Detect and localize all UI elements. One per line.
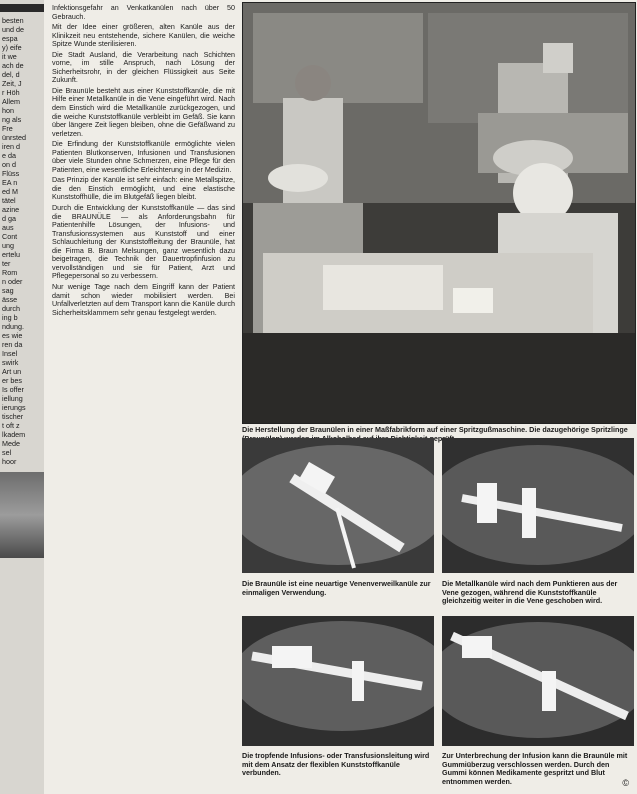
cannula-caption-1: Die Braunüle ist eine neuartige Venenverweilkanüle zur einmaligen Verwendung.	[242, 579, 431, 597]
facing-page-text-line: azine	[2, 205, 20, 214]
facing-page-text-line: besten	[2, 16, 24, 25]
facing-page-text-line: und de	[2, 25, 24, 34]
facing-page-text-line: it we	[2, 52, 17, 61]
facing-page-text-fragments	[0, 16, 44, 466]
facing-page-text-line: aus	[2, 223, 14, 232]
copyright-mark: ©	[622, 778, 629, 788]
cannula-caption-2: Die Metallkanüle wird nach dem Punktieren aus der Vene gezogen, während die Kunststoffkanüle gleichzeitig weiter in die Vene geschoben wird.	[442, 579, 618, 606]
facing-page-rule	[0, 4, 44, 12]
facing-page-text-line: sel	[2, 448, 12, 457]
cannula-photo-4-illustration	[442, 616, 634, 746]
article-paragraph: Die Braunüle besteht aus einer Kunststoffkanüle, die mit Hilfe einer Metallkanüle in die Vene eingeführt wird. Nach dem Einstich wird die Metallkanüle zurückgezogen, und die weiche Kunststoffkanüle verbleibt im Gefäß. Sie kann über längere Zeit liegen bleiben, ohne die Gefäßwand zu verletzen.	[52, 86, 235, 138]
article-paragraph: Durch die Entwicklung der Kunststoffkanüle — das sind die BRAUNÜLE — als Anforderungsbahn für Patientenhilfe Lösungen, der Infusions- und Transfusionssystemen aus Kunststoff und einer Schlauchleitung der Kunststoffleitung der Braunüle, hat die Firma B. Braun Melsungen, ganz wesentlich dazu beigetragen, die Technik der Dauertropfinfusion zu vervollständigen und sie für Patient, Arzt und Pflegepersonal so zu verbessern.	[52, 204, 235, 281]
facing-page-text-line: y) eife	[2, 43, 22, 52]
facing-page-text-line: es wie	[2, 331, 23, 340]
facing-page-text-line: e da	[2, 151, 16, 160]
facing-page-text-line: hoor	[2, 457, 17, 466]
facing-page-edge	[0, 0, 45, 794]
facing-page-text-line: del, d	[2, 70, 20, 79]
facing-page-text-line: EA n	[2, 178, 18, 187]
facing-page-text-line: tätel	[2, 196, 16, 205]
cannula-photo-3	[242, 616, 434, 746]
facing-page-text-line: Mede	[2, 439, 20, 448]
facing-page-text-line: Flüss	[2, 169, 20, 178]
cannula-photo-3-illustration	[242, 616, 434, 746]
cannula-photo-2	[442, 438, 634, 573]
facing-page-text-line: ndung.	[2, 322, 24, 331]
facing-page-text-line: sag	[2, 286, 14, 295]
facing-page-text-line: Insel	[2, 349, 18, 358]
facing-page-text-line: durch	[2, 304, 20, 313]
magazine-page	[44, 0, 637, 794]
factory-photo-illustration	[243, 3, 635, 423]
facing-page-text-line: ierungs	[2, 403, 26, 412]
facing-page-text-line: Fre	[2, 124, 13, 133]
facing-page-text-line: t oft z	[2, 421, 20, 430]
article-paragraph: Infektionsgefahr an Venkatkanülen nach über 50 Gebrauch.	[52, 4, 235, 21]
article-paragraph: Mit der Idee einer größeren, alten Kanüle aus der Klinikzeit neu entstehende, sichere Kanülen, die weiche Spitze Wunde sterilisieren.	[52, 23, 235, 49]
cannula-photo-1-illustration	[242, 438, 434, 573]
article-paragraph: Die Stadt Ausland, die Verarbeitung nach Schichten vorne, im stille Anspruch, nach Lösung der Sicherheitsrohr, in der gleichen Flüssigkeit aus Seite Zukunft.	[52, 50, 235, 85]
cannula-photo-1	[242, 438, 434, 573]
facing-page-text-line: ässe	[2, 295, 18, 304]
facing-page-text-line: hon	[2, 106, 14, 115]
cannula-photo-4	[442, 616, 634, 746]
facing-page-text-line: Rom	[2, 268, 18, 277]
article-paragraph: Das Prinzip der Kanüle ist sehr einfach: eine Metallspitze, die den Einstich ermöglicht, und eine elastische Kunststoffhülle, die im Blutgefäß liegen bleibt.	[52, 176, 235, 202]
facing-page-text-line: r Höh	[2, 88, 20, 97]
facing-page-text-line: ren da	[2, 340, 23, 349]
facing-page-photo-fragment	[0, 472, 44, 558]
facing-page-text-line: lkadem	[2, 430, 26, 439]
facing-page-text-line: espa	[2, 34, 18, 43]
facing-page-text-line: Cont	[2, 232, 18, 241]
article-text-column	[52, 4, 235, 790]
facing-page-text-line: ter	[2, 259, 11, 268]
facing-page-text-line: er bes	[2, 376, 22, 385]
facing-page-text-line: ing b	[2, 313, 18, 322]
facing-page-text-line: ng als	[2, 115, 22, 124]
facing-page-text-line: ed M	[2, 187, 18, 196]
facing-page-text-line: Allem	[2, 97, 20, 106]
facing-page-text-line: on d	[2, 160, 16, 169]
facing-page-text-line: ach de	[2, 61, 24, 70]
facing-page-text-line: tischer	[2, 412, 24, 421]
facing-page-text-line: iellung	[2, 394, 23, 403]
facing-page-text-line: iren d	[2, 142, 20, 151]
facing-page-text-line: Art un	[2, 367, 22, 376]
factory-photo-caption: Die Herstellung der Braunülen in einer Maßfabrikform auf einer Spritzgußmaschine. Die dazugehörige Spritzlinge	[242, 425, 628, 434]
cannula-caption-3: Die tropfende Infusions- oder Transfusionsleitung wird mit dem Ansatz der flexiblen Kunststoffkanüle verbunden.	[242, 751, 430, 778]
facing-page-text-line: ertelu	[2, 250, 20, 259]
facing-page-text-line: ung	[2, 241, 14, 250]
facing-page-text-line: ünrsted	[2, 133, 26, 142]
cannula-caption-4: Zur Unterbrechung der Infusion kann die Braunüle mit Gummiüberzug verschlossen werden. Durch den Gummi können Medikamente gespritzt und Blut entnommen werden.	[442, 751, 628, 786]
factory-photo	[242, 2, 636, 424]
facing-page-text-line: n oder	[2, 277, 23, 286]
article-paragraph: Die Erfindung der Kunststoffkanüle ermöglichte vielen Patienten Blutkonserven, Infusionen und Transfusionen über viele Stunden ohne Schmerzen, eine Pflege für den Patienten, eine wesentliche Erleichterung in der Medizin.	[52, 140, 235, 174]
cannula-photo-2-illustration	[442, 438, 634, 573]
facing-page-text-line: Is offer	[2, 385, 24, 394]
facing-page-text-line: swirk	[2, 358, 19, 367]
article-paragraph: Nur wenige Tage nach dem Eingriff kann der Patient damit schon wieder mobilisiert werden. Bei Unfallverletzten auf dem Transport kann die Kanüle durch Sicherheitsklammern sehr genau festgelegt werden.	[52, 282, 235, 317]
facing-page-text-line: Zeit, J	[2, 79, 22, 88]
facing-page-text-line: d ga	[2, 214, 16, 223]
